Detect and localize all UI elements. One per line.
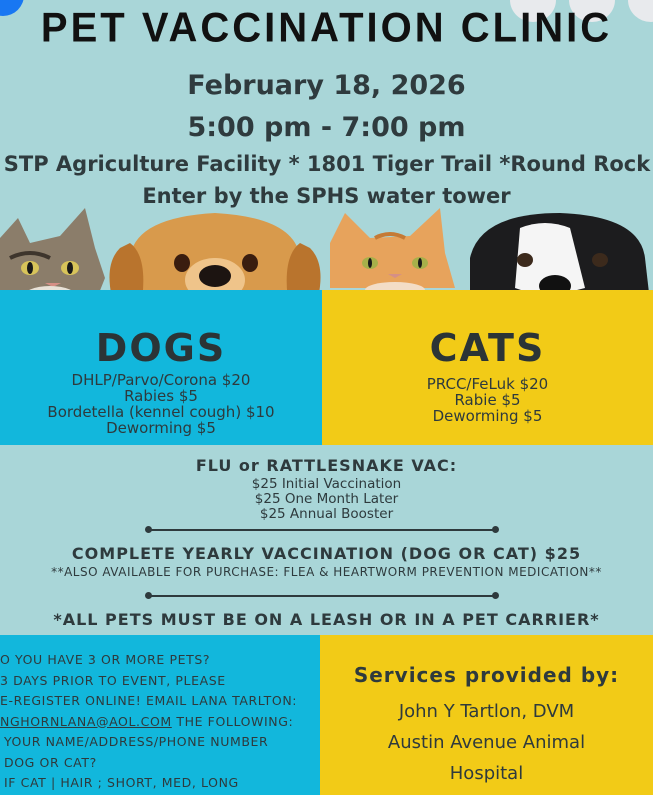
register-line: IF CAT | HAIR ; SHORT, MED, LONG: [4, 775, 239, 790]
event-entry: Enter by the SPHS water tower: [142, 184, 511, 208]
orange-cat-image: [330, 208, 455, 298]
event-location: STP Agriculture Facility * 1801 Tiger Trail *Round Rock: [3, 152, 651, 176]
cats-heading: CATS: [429, 326, 546, 370]
cats-item: Rabie $5: [454, 391, 521, 409]
flu-item: $25 One Month Later: [254, 491, 399, 507]
dogs-item: DHLP/Parvo/Corona $20: [71, 371, 251, 389]
flu-item: $25 Initial Vaccination: [251, 476, 402, 492]
clinic-title: PET VACCINATION CLINIC: [40, 4, 613, 52]
register-email-suffix: THE FOLLOWING:: [171, 713, 294, 729]
dogs-item: Rabies $5: [124, 387, 198, 405]
cats-item: Deworming $5: [432, 407, 543, 425]
dogs-panel: [0, 290, 322, 445]
dogs-heading: DOGS: [95, 326, 227, 370]
register-email-link[interactable]: NGHORNLANA@AOL.COM: [0, 713, 172, 729]
services-line: Austin Avenue Animal: [387, 732, 586, 753]
yearly-note: **ALSO AVAILABLE FOR PURCHASE: FLEA & HEARTWORM PREVENTION MEDICATION**: [51, 565, 602, 579]
divider: [148, 595, 496, 597]
register-line: YOUR NAME/ADDRESS/PHONE NUMBER: [4, 734, 269, 749]
services-line: John Y Tartlon, DVM: [398, 701, 575, 722]
services-heading: Services provided by:: [353, 663, 620, 687]
divider: [148, 529, 496, 531]
event-date: February 18, 2026: [187, 70, 466, 101]
register-line: E-REGISTER ONLINE! EMAIL LANA TARLTON:: [0, 693, 298, 708]
leash-notice: *ALL PETS MUST BE ON A LEASH OR IN A PET CARRIER*: [53, 610, 600, 629]
cats-item: PRCC/FeLuk $20: [426, 375, 549, 393]
register-panel: [0, 635, 320, 795]
services-line: Hospital: [449, 763, 524, 784]
register-line: DOG OR CAT?: [4, 754, 97, 770]
services-panel: [320, 635, 653, 795]
flu-item: $25 Annual Booster: [259, 506, 394, 522]
flu-heading: FLU or RATTLESNAKE VAC:: [195, 456, 458, 475]
yearly-heading: COMPLETE YEARLY VACCINATION (DOG OR CAT) $25: [71, 544, 582, 563]
event-time: 5:00 pm - 7:00 pm: [187, 112, 466, 143]
register-line: 3 DAYS PRIOR TO EVENT, PLEASE: [0, 672, 226, 688]
dogs-item: Bordetella (kennel cough) $10: [47, 403, 275, 421]
dogs-item: Deworming $5: [106, 419, 216, 437]
cats-panel: [322, 290, 653, 445]
register-line: O YOU HAVE 3 OR MORE PETS?: [0, 652, 211, 667]
register-email-line: [0, 712, 320, 733]
